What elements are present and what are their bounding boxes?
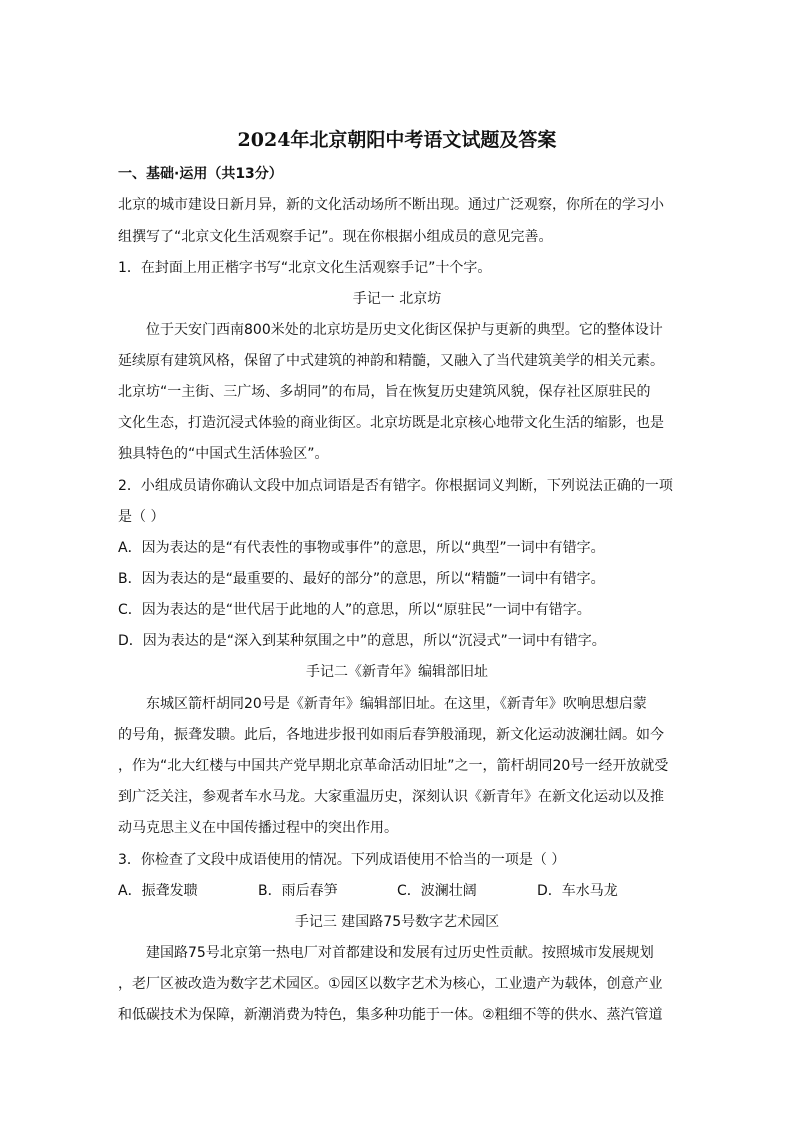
question-2-option-a: A．因为表达的是“有代表性的事物或事件”的意思，所以“典型”一词中有错字。	[118, 540, 605, 556]
question-2-option-d: D．因为表达的是“深入到某种氛围之中”的意思，所以“沉浸式”一词中有错字。	[118, 633, 606, 649]
note-3-heading: 手记三 建国路75号数字艺术园区	[294, 914, 500, 930]
question-3-stem: 3．你检查了文段中成语使用的情况。下列成语使用不恰当的一项是（ ）	[118, 852, 566, 868]
note-2-line: 到广泛关注，参观者车水马龙。大家重温历史，深刻认识《新青年》在新文化运动以及推	[118, 789, 664, 805]
question-2-stem: 是（ ）	[118, 509, 165, 525]
question-3-option-c: C．波澜壮阔	[397, 883, 477, 899]
question-2-stem: 2．小组成员请你确认文段中加点词语是否有错字。你根据词义判断，下列说法正确的一项	[118, 478, 673, 494]
note-2-line: 动马克思主义在中国传播过程中的突出作用。	[118, 820, 398, 836]
question-3-option-b: B．雨后春笋	[258, 883, 338, 899]
intro-line: 组撰写了“北京文化生活观察手记”。现在你根据小组成员的意见完善。	[118, 229, 553, 245]
question-2-option-b: B．因为表达的是“最重要的、最好的部分”的意思，所以“精髓”一词中有错字。	[118, 571, 605, 587]
note-1-line: 独具特色的“中国式生活体验区”。	[118, 446, 329, 462]
question-3-option-a: A．振聋发聩	[118, 883, 198, 899]
question-2-option-c: C．因为表达的是“世代居于此地的人”的意思，所以“原驻民”一词中有错字。	[118, 602, 591, 618]
note-3-line: ，老厂区被改造为数字艺术园区。①园区以数字艺术为核心，工业遗产为载体，创意产业	[118, 976, 663, 992]
note-2-line: ，作为“北大红楼与中国共产党早期北京革命活动旧址”之一，箭杆胡同20号一经开放就受	[118, 758, 669, 774]
intro-line: 北京的城市建设日新月异，新的文化活动场所不断出现。通过广泛观察，你所在的学习小	[118, 197, 664, 213]
note-2-line: 东城区箭杆胡同20号是《新青年》编辑部旧址。在这里，《新青年》吹响思想启蒙	[146, 696, 647, 712]
note-2-heading: 手记二《新青年》编辑部旧址	[306, 664, 488, 680]
note-1-heading: 手记一 北京坊	[352, 291, 442, 307]
note-1-line: 北京坊“一主街、三广场、多胡同”的布局，旨在恢复历史建筑风貌，保存社区原驻民的	[118, 384, 651, 400]
note-3-line: 建国路75号北京第一热电厂对首都建设和发展有过历史性贡献。按照城市发展规划	[146, 945, 654, 961]
document-title: 2024年北京朝阳中考语文试题及答案	[237, 129, 557, 151]
note-1-line: 文化生态，打造沉浸式体验的商业街区。北京坊既是北京核心地带文化生活的缩影，也是	[118, 415, 664, 431]
note-3-line: 和低碳技术为保障，新潮消费为特色，集多种功能于一体。②粗细不等的供水、蒸汽管道	[118, 1007, 663, 1023]
question-1: 1．在封面上用正楷字书写“北京文化生活观察手记”十个字。	[118, 260, 492, 276]
note-2-line: 的号角，振聋发聩。此后，各地进步报刊如雨后春笋般涌现，新文化运动波澜壮阔。如今	[118, 727, 664, 743]
question-3-option-d: D．车水马龙	[537, 883, 618, 899]
note-1-line: 延续原有建筑风格，保留了中式建筑的神韵和精髓，又融入了当代建筑美学的相关元素。	[118, 353, 664, 369]
section-heading: 一、基础·运用（共13分）	[118, 166, 283, 182]
note-1-line: 位于天安门西南800米处的北京坊是历史文化街区保护与更新的典型。它的整体设计	[146, 322, 663, 338]
